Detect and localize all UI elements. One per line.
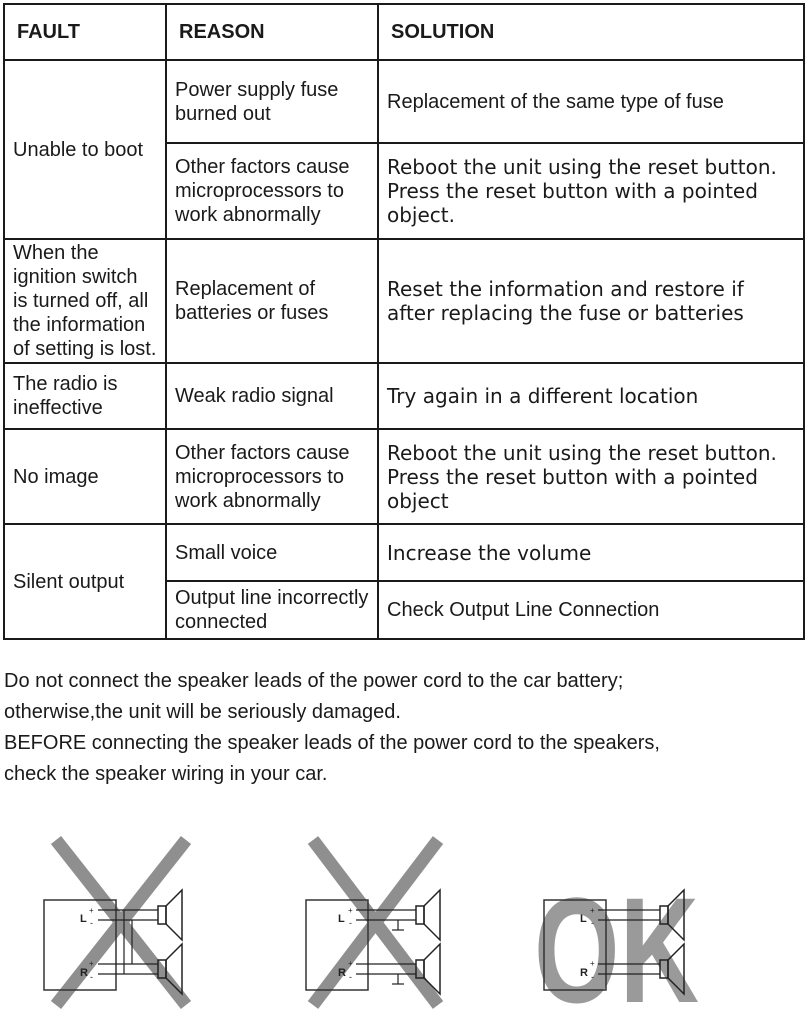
minus-label: - [90, 972, 93, 982]
warning-line: Do not connect the speaker leads of the power cord to the car battery; [4, 670, 624, 692]
ok-mark: OK [534, 866, 699, 1010]
fault-cell: No image [4, 429, 166, 524]
speaker-icon [416, 890, 440, 940]
plus-label: + [590, 906, 595, 915]
minus-label: - [349, 918, 352, 928]
header-solution: SOLUTION [378, 4, 804, 60]
wiring-diagram-correct [532, 830, 707, 1010]
plus-label: + [348, 906, 353, 915]
solution-cell: Increase the volume [378, 524, 804, 581]
warning-line: BEFORE connecting the speaker leads of the power cord to the speakers, [4, 732, 660, 754]
reason-cell: Small voice [166, 524, 378, 581]
troubleshooting-table [3, 3, 805, 640]
solution-cell: Reboot the unit using the reset button. Press the reset button with a pointed object. [378, 143, 804, 239]
header-fault: FAULT [4, 4, 166, 60]
warning-line: check the speaker wiring in your car. [4, 763, 328, 785]
minus-label: - [591, 972, 594, 982]
minus-label: - [90, 918, 93, 928]
left-channel-label: L [580, 913, 587, 925]
reason-cell: Other factors cause microprocessors to work abnormally [166, 143, 378, 239]
reason-cell: Other factors cause microprocessors to work abnormally [166, 429, 378, 524]
left-channel-label: L [80, 913, 87, 925]
left-channel-label: L [338, 913, 345, 925]
speaker-icon [158, 890, 182, 940]
right-channel-label: R [580, 967, 588, 979]
plus-label: + [89, 959, 94, 968]
wiring-warning [4, 666, 804, 790]
table-header-row [4, 4, 804, 60]
minus-label: - [591, 918, 594, 928]
table-row [4, 239, 804, 363]
plus-label: + [89, 906, 94, 915]
solution-cell: Try again in a different location [378, 363, 804, 429]
reason-cell: Replacement of batteries or fuses [166, 239, 378, 363]
fault-cell: Unable to boot [4, 60, 166, 239]
solution-cell: Check Output Line Connection [378, 581, 804, 639]
solution-cell: Reset the information and restore if after replacing the fuse or batteries [378, 239, 804, 363]
solution-cell: Replacement of the same type of fuse [378, 60, 804, 143]
warning-line: otherwise,the unit will be seriously damaged. [4, 701, 401, 723]
table-row [4, 60, 804, 143]
wiring-diagram-wrong-1 [36, 830, 206, 1010]
minus-label: - [349, 972, 352, 982]
cross-mark-icon [313, 840, 438, 1005]
plus-label: + [348, 959, 353, 968]
reason-cell: Output line incorrectly connected [166, 581, 378, 639]
right-channel-label: R [338, 967, 346, 979]
fault-cell: The radio is ineffective [4, 363, 166, 429]
plus-label: + [590, 959, 595, 968]
table-row [4, 363, 804, 429]
table-row [4, 429, 804, 524]
right-channel-label: R [80, 967, 88, 979]
solution-cell: Reboot the unit using the reset button. Press the reset button with a pointed object [378, 429, 804, 524]
reason-cell: Weak radio signal [166, 363, 378, 429]
header-reason: REASON [166, 4, 378, 60]
wiring-diagram-wrong-2 [298, 830, 468, 1010]
fault-cell: Silent output [4, 524, 166, 639]
table-row [4, 524, 804, 581]
reason-cell: Power supply fuse burned out [166, 60, 378, 143]
fault-cell: When the ignition switch is turned off, all the information of setting is lost. [4, 239, 166, 363]
